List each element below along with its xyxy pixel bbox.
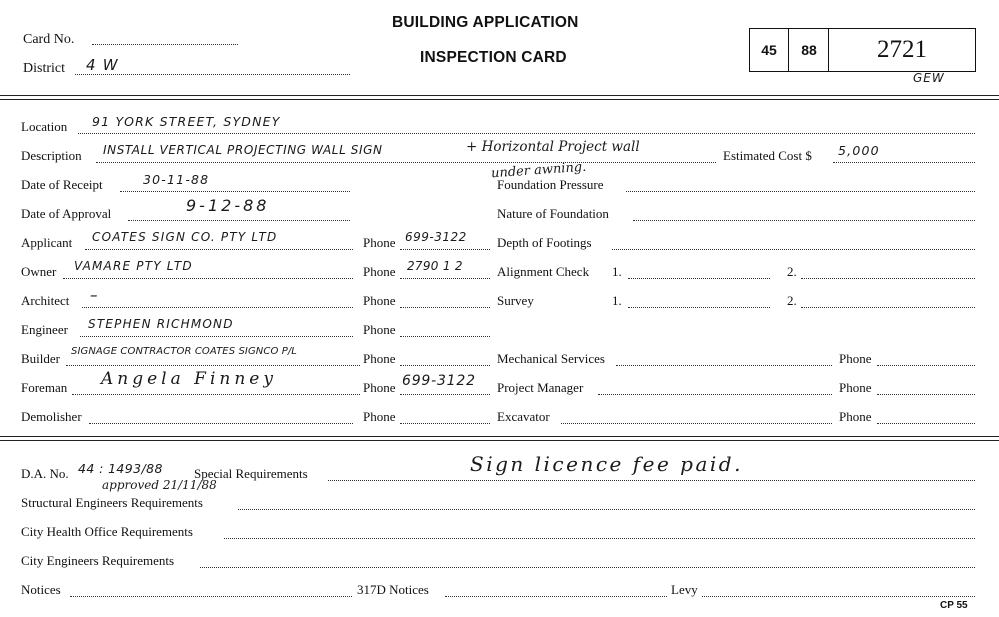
- foreman-phone-line[interactable]: [400, 394, 490, 395]
- excavator-phone-line[interactable]: [877, 423, 975, 424]
- description-handwritten: + Horizontal Project wall: [466, 139, 640, 155]
- builder-value: SIGNAGE CONTRACTOR COATES SIGNCO P/L: [71, 346, 297, 357]
- description-handwritten-2: under awning.: [490, 159, 587, 182]
- applicant-phone-value: 699-3122: [405, 230, 467, 244]
- district-line[interactable]: [75, 74, 350, 75]
- architect-phone-line[interactable]: [400, 307, 490, 308]
- survey-1-line[interactable]: [628, 307, 770, 308]
- nature-foundation-label: Nature of Foundation: [497, 206, 609, 221]
- builder-phone-label: Phone: [363, 351, 396, 366]
- health-requirements-label: City Health Office Requirements: [21, 524, 193, 539]
- date-approval-line[interactable]: [128, 220, 350, 221]
- special-requirements-value: Sign licence fee paid.: [470, 452, 743, 476]
- engineer-phone-label: Phone: [363, 322, 396, 337]
- foreman-value: Angela Finney: [101, 369, 277, 389]
- structural-requirements-label: Structural Engineers Requirements: [21, 495, 203, 510]
- health-requirements-line[interactable]: [224, 538, 975, 539]
- header-rule-top: [0, 95, 999, 96]
- project-manager-phone-line[interactable]: [877, 394, 975, 395]
- engineer-phone-line[interactable]: [400, 336, 490, 337]
- levy-line[interactable]: [702, 596, 975, 597]
- city-engineers-line[interactable]: [200, 567, 975, 568]
- survey-2-label: 2.: [787, 293, 797, 308]
- applicant-phone-line[interactable]: [400, 249, 490, 250]
- alignment-1-line[interactable]: [628, 278, 770, 279]
- box-cell-year-b: 88: [790, 29, 829, 71]
- notices-317d-line[interactable]: [445, 596, 667, 597]
- levy-label: Levy: [671, 582, 698, 597]
- middle-rule-bottom: [0, 440, 999, 441]
- card-no-line[interactable]: [92, 44, 238, 45]
- foreman-phone-label: Phone: [363, 380, 396, 395]
- card-number: 2721: [877, 36, 927, 63]
- date-receipt-line[interactable]: [120, 191, 350, 192]
- engineer-label: Engineer: [21, 322, 68, 337]
- engineer-line[interactable]: [80, 336, 353, 337]
- survey-label: Survey: [497, 293, 534, 308]
- project-manager-label: Project Manager: [497, 380, 584, 395]
- foreman-label: Foreman: [21, 380, 68, 395]
- date-approval-value: 9-12-88: [186, 196, 270, 215]
- excavator-label: Excavator: [497, 409, 550, 424]
- applicant-line[interactable]: [85, 249, 353, 250]
- structural-requirements-line[interactable]: [238, 509, 975, 510]
- special-requirements-line[interactable]: [328, 480, 975, 481]
- nature-foundation-line[interactable]: [633, 220, 975, 221]
- description-label: Description: [21, 148, 82, 163]
- architect-line[interactable]: [82, 307, 353, 308]
- mechanical-phone-label: Phone: [839, 351, 872, 366]
- da-no-value: 44 : 1493/88: [78, 461, 163, 476]
- owner-label: Owner: [21, 264, 57, 279]
- header-rule-bottom: [0, 99, 999, 100]
- builder-line[interactable]: [66, 365, 360, 366]
- city-engineers-label: City Engineers Requirements: [21, 553, 175, 568]
- notices-line[interactable]: [70, 596, 352, 597]
- middle-rule-top: [0, 436, 999, 437]
- foundation-pressure-line[interactable]: [626, 191, 975, 192]
- alignment-2-label: 2.: [787, 264, 797, 279]
- box-cell-year-a: 45: [750, 29, 789, 71]
- builder-phone-line[interactable]: [400, 365, 490, 366]
- applicant-label: Applicant: [21, 235, 73, 250]
- excavator-line[interactable]: [561, 423, 832, 424]
- foundation-pressure-label: Foundation Pressure: [497, 177, 604, 192]
- owner-phone-label: Phone: [363, 264, 396, 279]
- alignment-2-line[interactable]: [801, 278, 975, 279]
- survey-2-line[interactable]: [801, 307, 975, 308]
- card-number-box: [749, 28, 976, 72]
- foreman-line[interactable]: [72, 394, 360, 395]
- depth-footings-line[interactable]: [612, 249, 975, 250]
- architect-label: Architect: [21, 293, 70, 308]
- mechanical-label: Mechanical Services: [497, 351, 605, 366]
- owner-phone-value: 2790 1 2: [407, 259, 463, 273]
- project-manager-line[interactable]: [598, 394, 832, 395]
- estimated-cost-label: Estimated Cost $: [723, 148, 812, 163]
- owner-phone-line[interactable]: [400, 278, 490, 279]
- depth-footings-label: Depth of Footings: [497, 235, 592, 250]
- architect-phone-label: Phone: [363, 293, 396, 308]
- builder-label: Builder: [21, 351, 60, 366]
- survey-1-label: 1.: [612, 293, 622, 308]
- owner-value: VAMARE PTY LTD: [74, 259, 193, 273]
- project-manager-phone-label: Phone: [839, 380, 872, 395]
- initials: GEW: [913, 71, 945, 85]
- demolisher-phone-label: Phone: [363, 409, 396, 424]
- applicant-value: COATES SIGN CO. PTY LTD: [92, 230, 278, 244]
- architect-value: –: [90, 286, 99, 304]
- demolisher-phone-line[interactable]: [400, 423, 490, 424]
- description-value: INSTALL VERTICAL PROJECTING WALL SIGN: [103, 143, 383, 157]
- da-approved-note: approved 21/11/88: [102, 478, 217, 492]
- date-receipt-label: Date of Receipt: [21, 177, 103, 192]
- estimated-cost-line[interactable]: [833, 162, 975, 163]
- da-no-label: D.A. No.: [21, 466, 69, 481]
- date-approval-label: Date of Approval: [21, 206, 112, 221]
- demolisher-label: Demolisher: [21, 409, 82, 424]
- estimated-cost-value: 5,000: [838, 143, 880, 158]
- notices-label: Notices: [21, 582, 61, 597]
- location-value: 91 YORK STREET, SYDNEY: [92, 114, 281, 129]
- demolisher-line[interactable]: [89, 423, 353, 424]
- description-line[interactable]: [96, 162, 716, 163]
- district-label: District: [23, 61, 65, 76]
- engineer-value: STEPHEN RICHMOND: [88, 317, 234, 331]
- location-label: Location: [21, 119, 68, 134]
- mechanical-line[interactable]: [616, 365, 832, 366]
- foreman-phone-value: 699-3122: [402, 373, 476, 389]
- alignment-1-label: 1.: [612, 264, 622, 279]
- form-code: CP 55: [940, 600, 968, 611]
- notices-317d-label: 317D Notices: [357, 582, 429, 597]
- excavator-phone-label: Phone: [839, 409, 872, 424]
- owner-line[interactable]: [63, 278, 353, 279]
- title-line1: BUILDING APPLICATION: [392, 14, 579, 31]
- applicant-phone-label: Phone: [363, 235, 396, 250]
- alignment-check-label: Alignment Check: [497, 264, 590, 279]
- mechanical-phone-line[interactable]: [877, 365, 975, 366]
- date-receipt-value: 30-11-88: [143, 172, 210, 187]
- location-line[interactable]: [78, 133, 975, 134]
- district-value: 4 W: [86, 56, 119, 74]
- card-no-label: Card No.: [23, 32, 75, 47]
- title-line2: INSPECTION CARD: [420, 49, 567, 66]
- special-requirements-label: Special Requirements: [194, 466, 308, 481]
